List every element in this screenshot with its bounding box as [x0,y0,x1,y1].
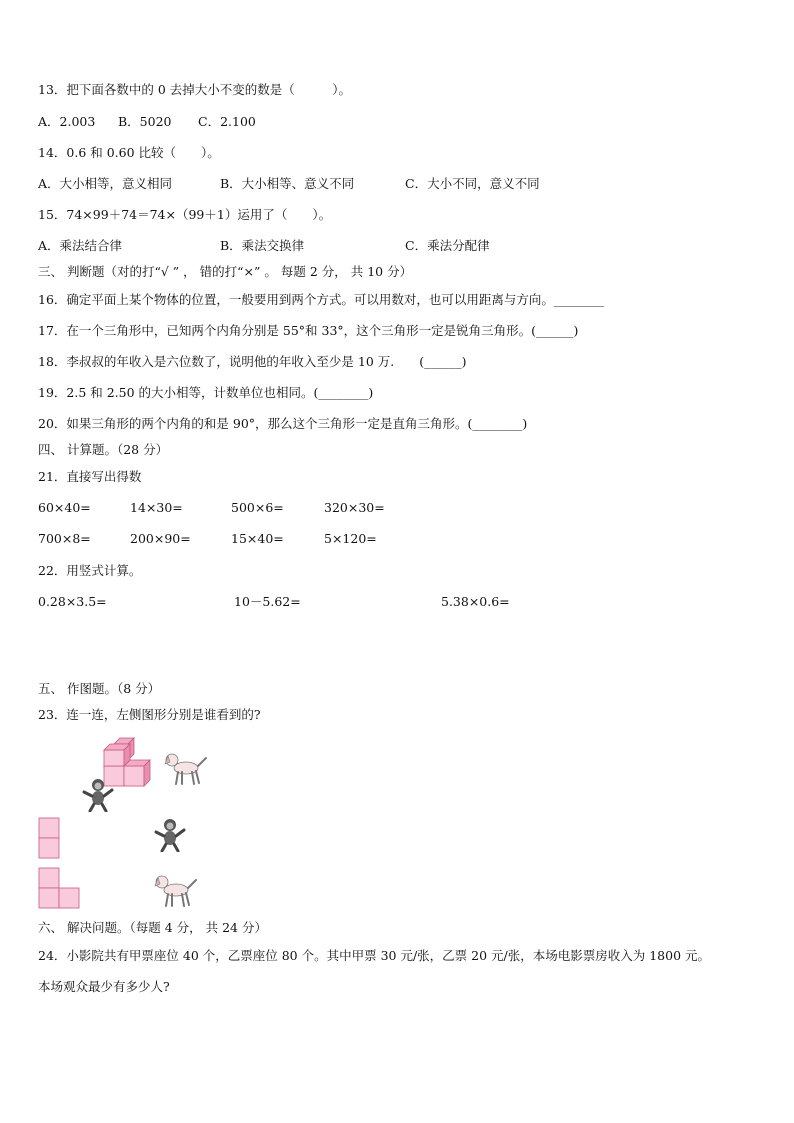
q15-option-b: B．乘法交换律 [220,238,305,253]
q13-option-c: C．2.100 [198,114,256,129]
view-shape-l [38,867,84,911]
section-5-heading: 五、 作图题。（8 分） [38,681,161,696]
q14-option-b: B．大小相等、意义不同 [220,176,355,191]
q15-option-a: A．乘法结合律 [38,238,123,253]
q21-item: 200×90= [130,531,191,546]
q18-text: 18．李叔叔的年收入是六位数了，说明他的年收入至少是 10 万. (______) [38,354,467,369]
q13-option-b: B．5020 [118,114,172,129]
q21-item: 14×30= [130,500,183,515]
monkey-icon [152,816,188,852]
section-4-heading: 四、 计算题。（28 分） [38,442,169,457]
q24-line2: 本场观众最少有多少人? [38,979,170,994]
q22-stem: 22．用竖式计算。 [38,563,142,578]
q17-text: 17．在一个三角形中，已知两个内角分别是 55°和 33°，这个三角形一定是锐角三角形。(______) [38,323,579,338]
q21-item: 320×30= [324,500,385,515]
section-3-heading: 三、 判断题（对的打“√ ” ， 错的打“×” 。 每题 2 分， 共 10 分） [38,264,413,279]
q13-option-a: A．2.003 [38,114,96,129]
q15-stem: 15．74×99＋74＝74×（99＋1）运用了（ ）。 [38,207,332,222]
q22-item: 10－5.62= [234,594,301,609]
section-6-heading: 六、 解决问题。（每题 4 分， 共 24 分） [38,920,267,935]
view-shape-column [38,817,62,861]
q21-item: 5×120= [324,531,377,546]
monkey-icon [80,776,116,812]
q13-stem: 13．把下面各数中的 0 去掉大小不变的数是（ ）。 [38,82,352,97]
q21-item: 700×8= [38,531,91,546]
q23-stem: 23．连一连，左侧图形分别是谁看到的? [38,707,261,722]
q22-item: 5.38×0.6= [441,594,510,609]
q14-stem: 14．0.6 和 0.60 比较（ ）。 [38,145,220,160]
dog-icon [152,872,198,908]
q20-text: 20．如果三角形的两个内角的和是 90°，那么这个三角形一定是直角三角形。(________) [38,416,528,431]
q22-item: 0.28×3.5= [38,594,107,609]
q21-item: 500×6= [231,500,284,515]
q14-option-a: A．大小相等，意义相同 [38,176,173,191]
q16-text: 16．确定平面上某个物体的位置，一般要用到两个方式。可以用数对，也可以用距离与方向。________ [38,292,604,307]
q24-line1: 24．小影院共有甲票座位 40 个，乙票座位 80 个。其中甲票 30 元/张，乙票 20 元/张，本场电影票房收入为 1800 元。 [38,948,710,963]
q19-text: 19．2.5 和 2.50 的大小相等，计数单位也相同。(________) [38,385,374,400]
q15-option-c: C．乘法分配律 [405,238,490,253]
q21-item: 60×40= [38,500,91,515]
q14-option-c: C．大小不同，意义不同 [405,176,540,191]
dog-icon [162,750,208,786]
q21-stem: 21．直接写出得数 [38,469,142,484]
q21-item: 15×40= [231,531,284,546]
